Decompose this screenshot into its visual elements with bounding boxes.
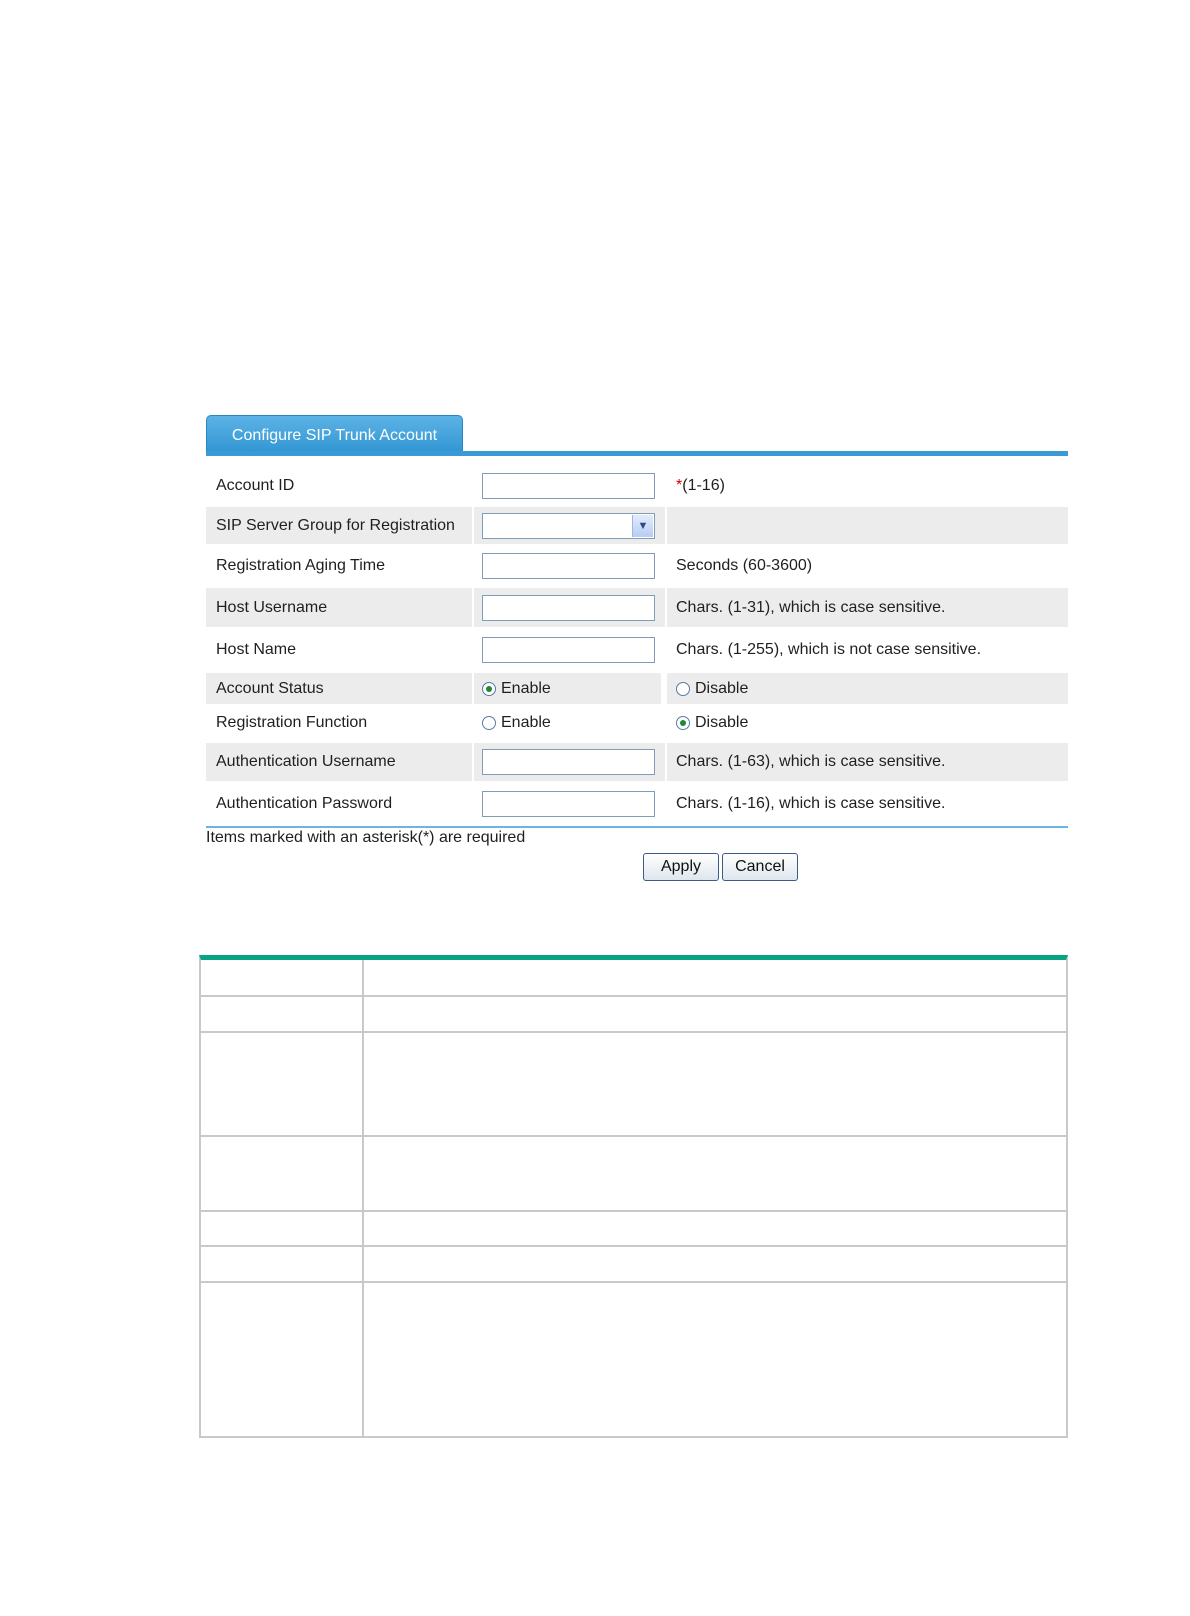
auth-username-input[interactable] xyxy=(482,749,655,775)
table-row-divider xyxy=(201,1210,1066,1212)
required-note: Items marked with an asterisk(*) are required xyxy=(206,829,526,846)
registration-function-label: Registration Function xyxy=(216,713,368,731)
account-id-input[interactable] xyxy=(482,473,655,499)
table-row-divider xyxy=(201,1281,1066,1283)
row-account-id xyxy=(206,465,1068,507)
account-status-enable-label: Enable xyxy=(501,679,551,697)
form-bottom-divider xyxy=(206,826,1068,828)
row-host-name xyxy=(206,627,1068,672)
table-row-divider xyxy=(201,1031,1066,1033)
table-row-divider xyxy=(201,1245,1066,1247)
registration-disable-radio[interactable] xyxy=(676,716,690,730)
auth-username-label: Authentication Username xyxy=(206,743,472,781)
account-status-enable-radio[interactable] xyxy=(482,682,496,696)
row-aging-time xyxy=(206,544,1068,588)
account-status-disable-option[interactable] xyxy=(667,673,1068,704)
account-status-disable-radio[interactable] xyxy=(676,682,690,696)
account-id-range: (1-16) xyxy=(682,477,725,494)
row-host-username xyxy=(206,588,1068,627)
host-name-hint: Chars. (1-255), which is not case sensitive. xyxy=(676,640,982,658)
row-auth-password xyxy=(206,781,1068,826)
aging-time-label: Registration Aging Time xyxy=(216,557,385,574)
auth-password-label: Authentication Password xyxy=(216,794,393,812)
host-username-hint: Chars. (1-31), which is case sensitive. xyxy=(667,588,1068,627)
tab-configure-sip-trunk-account[interactable]: Configure SIP Trunk Account xyxy=(206,415,463,455)
account-id-hint xyxy=(667,465,1068,507)
host-name-input[interactable] xyxy=(482,637,655,663)
host-name-label: Host Name xyxy=(216,640,297,658)
host-username-input[interactable] xyxy=(482,595,655,621)
aging-time-hint: Seconds (60-3600) xyxy=(676,557,813,574)
apply-button[interactable]: Apply xyxy=(643,853,719,881)
sip-server-group-label: SIP Server Group for Registration xyxy=(206,507,472,544)
row-auth-username xyxy=(206,743,1068,781)
row-account-status xyxy=(206,673,1068,704)
auth-password-hint: Chars. (1-16), which is case sensitive. xyxy=(676,794,946,812)
registration-disable-label: Disable xyxy=(695,713,749,731)
table-row-divider xyxy=(201,995,1066,997)
account-status-enable-option[interactable] xyxy=(474,673,661,704)
account-status-disable-label: Disable xyxy=(695,679,749,697)
account-id-label: Account ID xyxy=(216,477,295,494)
row-registration-function xyxy=(206,704,1068,741)
tab-underline xyxy=(206,451,1068,456)
description-table xyxy=(199,955,1068,1438)
sip-server-group-select[interactable] xyxy=(482,513,655,539)
registration-enable-radio[interactable] xyxy=(482,716,496,730)
cancel-button[interactable]: Cancel xyxy=(722,853,798,881)
chevron-down-icon[interactable]: ▼ xyxy=(632,515,653,537)
registration-disable-option[interactable] xyxy=(667,704,1068,741)
auth-username-hint: Chars. (1-63), which is case sensitive. xyxy=(667,743,1068,781)
required-asterisk: * xyxy=(676,477,683,494)
auth-password-input[interactable] xyxy=(482,791,655,817)
row-sip-server-group xyxy=(206,507,1068,544)
account-status-label: Account Status xyxy=(206,673,472,704)
registration-enable-label: Enable xyxy=(501,713,551,731)
host-username-label: Host Username xyxy=(206,588,472,627)
registration-enable-option[interactable] xyxy=(474,704,665,741)
aging-time-input[interactable] xyxy=(482,553,655,579)
table-row-divider xyxy=(201,1135,1066,1137)
